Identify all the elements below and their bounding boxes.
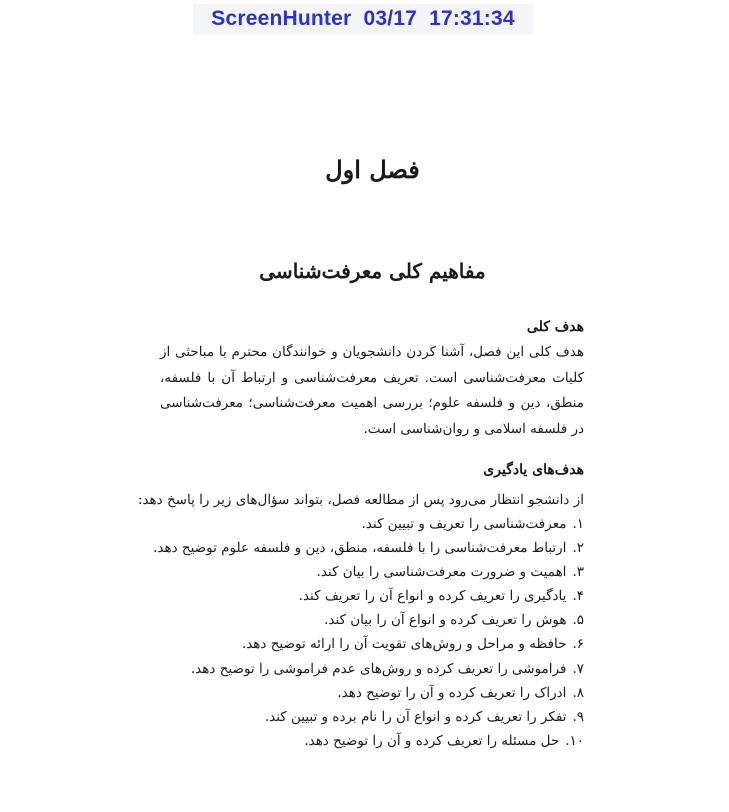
learning-goals-heading: هدف‌های یادگیری	[483, 462, 584, 478]
item-text: تفکر را تعریف کرده و انواع آن را نام برده و تبیین کند.	[264, 708, 567, 725]
item-number: ۲.	[572, 540, 584, 557]
item-number: ۷.	[572, 660, 584, 677]
item-text: ارتباط معرفت‌شناسی را با فلسفه، منطق، دین و فلسفه علوم توضیح دهد.	[153, 540, 567, 557]
list-item	[153, 560, 584, 584]
list-item	[153, 657, 584, 681]
item-text: اهمیت و ضرورت معرفت‌شناسی را بیان کند.	[316, 564, 567, 581]
item-number: ۹.	[572, 708, 584, 725]
item-number: ۴.	[572, 588, 584, 605]
item-text: معرفت‌شناسی را تعریف و تبیین کند.	[361, 516, 567, 532]
item-number: ۵.	[572, 612, 584, 629]
item-number: ۶.	[572, 636, 584, 653]
item-text: حافظه و مراحل و روش‌های تقویت آن را ارائه توضیح دهد.	[241, 636, 567, 653]
general-goal-paragraph: هدف کلی این فصل، آشنا کردن دانشجویان و خوانندگان محترم با مباحثی از کلیات معرفت‌شناسی است. تعریف معرفت‌شناسی و ارتباط آن با فلسفه، منطق، دین و فلسفه علوم؛ بررسی اهمیت معرفت‌شناسی؛ معرفت‌شناسی در فلسفه اسلامی و روان‌شناسی است.	[160, 344, 584, 437]
chapter-title: فصل اول	[325, 155, 420, 184]
general-goal-heading: هدف کلی	[526, 319, 584, 335]
learning-objectives-list	[153, 512, 584, 753]
list-item	[153, 536, 584, 560]
list-item	[153, 584, 584, 608]
screenhunter-watermark: ScreenHunter 03/17 17:31:34	[193, 4, 533, 34]
section-title: مفاهیم کلی معرفت‌شناسی	[259, 259, 486, 283]
item-text: ادراک را تعریف کرده و آن را توضیح دهد.	[337, 684, 567, 701]
item-number: ۸.	[572, 684, 584, 701]
item-number: ۱۰.	[565, 732, 584, 749]
item-text: هوش را تعریف کرده و انواع آن را بیان کند.	[324, 612, 567, 629]
list-item	[153, 608, 584, 632]
list-item	[153, 729, 584, 753]
list-item	[153, 632, 584, 656]
learning-goals-intro: از دانشجو انتظار می‌رود پس از مطالعه فصل، بتواند سؤال‌های زیر را پاسخ دهد:	[137, 492, 584, 508]
item-number: ۱.	[572, 516, 584, 532]
list-item	[153, 512, 584, 536]
item-number: ۳.	[572, 564, 584, 581]
item-text: یادگیری را تعریف کرده و انواع آن را تعریف کند.	[298, 588, 567, 605]
list-item	[153, 681, 584, 705]
list-item	[153, 705, 584, 729]
item-text: حل مسئله را تعریف کرده و آن را توضیح دهد.	[304, 732, 560, 749]
item-text: فراموشی را تعریف کرده و روش‌های عدم فراموشی را توضیح دهد.	[190, 660, 567, 677]
